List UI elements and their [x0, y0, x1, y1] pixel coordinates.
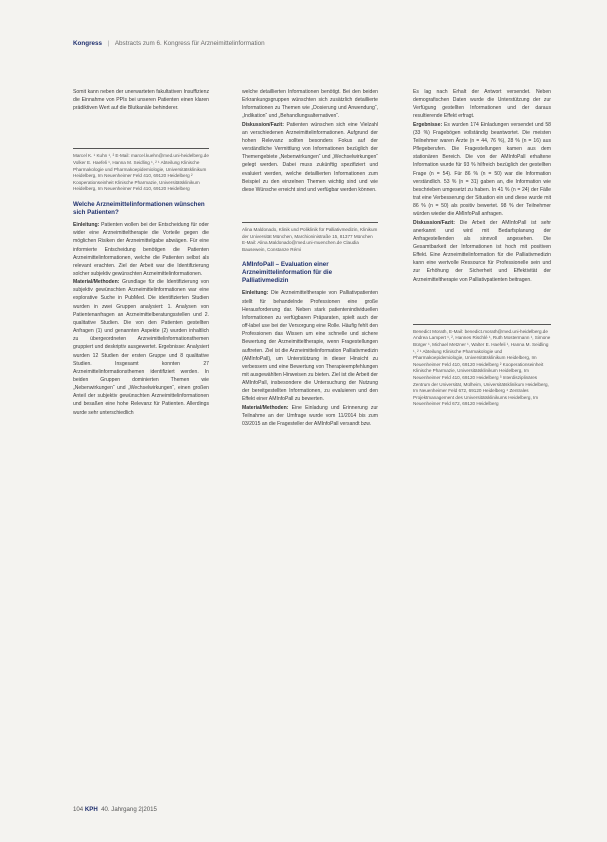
methods-text: Grundlage für die Identifizierung von subjektiv gewünschten Arzneimittelinformationen war eine explorative Suche in PubMed. Die identifizierten Studien wurden in zwei Gruppen analysiert: 1. Analysen von Patientenanfragen an Arzneimittelberatungsstellen und 2. qualitative Studien. Die von den Patienten gestellten Anfragen (1) und genannten Aspekte (2) wurden inhaltlich zu übergeordneten Arzneimittelinformationsthemen gruppiert und deskriptiv ausgewertet. Ergebnisse: Analysiert wurden 12 Studien der ersten Gruppe und 8 qualitative Studien. Insgesamt konnten 27 Arzneimittelinformationsthemen identifiziert werden. In beiden Gruppen dominierten Themen wie „Nebenwirkungen“ und „Wechselwirkungen“, einen großen Anteil der subjektiv gewünschten Arzneimittelinformationen und besaßen eine hohe Relevanz für Patienten. Allerdings wurde sehr unterschiedlich: [73, 279, 209, 416]
divider: [73, 148, 209, 149]
author-affiliation: Alina Maldonado, Klinik und Poliklinik für Palliativmedizin, Klinikum der Universität München, Marchioninistraße 15, 81377 München E-Mail: Alina.Maldonado@med.uni-muenchen.de Claudia Bausewein, Constanze Rémi: [242, 227, 378, 252]
issue-info: 40. Jahrgang 2|2015: [101, 806, 157, 813]
abstract-title: Welche Arzneimittelinformationen wünschen sich Patienten?: [73, 201, 205, 217]
intro-text: Die Arzneimitteltherapie von Palliativpatienten stellt für behandelnde Professionen eine große Herausforderung dar. Neben stark patientenindividuellen Informationen zu verfügbaren Präparaten, spielt auch der off-label use bei der Versorgung eine Rolle. Häufig fehlt den Professionen das Wissen um eine schnelle und sichere Bewertung der Arzneimitteltherapie, wenn Fragestellungen auftreten. Ziel ist die Arzneimittelinformation Palliativmedizin (AMInfoPall), um Unterstützung in dieser Hinsicht zu verbessern und eine Bewertung von Therapieempfehlungen mit ausgewählten Hinweisen zu bieten. Ziel ist die Arbeit der AMInfoPall, insbesondere die Untersuchung der Nutzung der bereitgestellten Informationen, zu evaluieren und den Effekt einer AMInfoPall zu bewerten.: [242, 290, 378, 403]
continued-text: welche detaillierten Informationen benötigt. Bei den beiden Erkrankungsgruppen wünschten sich zusätzlich detaillierte Informationen zu Themen wie „Dosierung und Anwendung“, „Indikation“ und „Behandlungsalternativen“.: [242, 89, 378, 120]
discussion-label: Diskussion/Fazit:: [242, 121, 284, 128]
header-separator: |: [107, 40, 110, 47]
column-1: [73, 88, 209, 417]
discussion-label: Diskussion/Fazit:: [413, 219, 455, 226]
abstract-title: AMInfoPall – Evaluation einer Arzneimittelinformation für die Palliativmedizin: [242, 261, 333, 285]
discussion-text: Die Arbeit der AMInfoPall ist sehr anerkannt und wird mit Bedarfsplanung der Anfragestellenden als sinnvoll angesehen. Die Gesamtbarkeit der Informationen ist hoch mit positiven Effekt. Eine Arzneimittelinformation für die Palliativmedizin kann eine wertvolle Ressource für Professionelle sein und zur Erhöhung der Sicherheit und Effektivität der Arzneimitteltherapie von Palliativpatienten beitragen.: [413, 219, 551, 283]
column-3: [413, 88, 551, 408]
intro-text: Patienten wollen bei der Entscheidung für oder wider eine Arzneimitteltherapie die Vorteile gegen die möglichen Risiken der Arzneimittelgabe abwägen. Für eine informierte Entscheidung benötigen die Patienten Arzneimittelinformationen, welche die Patienten selbst als relevant erachten. Ziel der Arbeit war die Identifizierung solcher subjektiv gewünschten Arzneimittelinformationen.: [73, 222, 209, 277]
discussion-text: Patienten wünschen sich eine Vielzahl an verschiedenen Arzneimittelinformationen. Aufgrund der hohen Relevanz sollten besonders Fokus auf der verständliche Vermittlung von Informationen bezüglich der Themengebiete „Nebenwirkungen“ und „Wechselwirkungen“ gelegt werden. Dabei muss zukünftig spezifiziert und evaluiert werden, welche detaillierten Informationen zum Beispiel zu den einzelnen Themen wichtig sind und wie diese Wünsche erreicht sind und verfügbar werden können.: [242, 121, 378, 193]
section-label: Kongress: [73, 40, 103, 47]
section-subtitle: Abstracts zum 6. Kongress für Arzneimittelinformation: [114, 40, 265, 47]
intro-label: Einleitung:: [242, 290, 269, 297]
continued-text: Somit kann neben der unerwarteten fakultativen Insuffizienz die Einnahme von PPIs bei unseren Patienten einen klaren prädiktiven Wert auf die Blutkanäle behinderer.: [73, 89, 209, 112]
divider: [242, 222, 378, 223]
author-affiliation: Marcel K. ¹ Kuhn ¹, ² E-Mail: marcel.kuehn@med.uni-heidelberg.de Volker E. Haefeli ¹, Hanna M. Seidling ¹, ² ¹ Abteilung Klinische Pharmakologie und Pharmakoepidemiologie, Universitätsklinikum Heidelberg, Im Neuenheimer Feld 410, 69120 Heidelberg ² Kooperationseinheit Klinische Pharmazie, Universitätsklinikum Heidelberg, Im Neuenheimer Feld 410, 69120 Heidelberg: [73, 153, 209, 192]
running-header: [73, 40, 265, 47]
page-footer: [73, 806, 157, 813]
author-affiliation: Benedict Morath, E-Mail: benedict.morath@med.uni-heidelberg.de Andrea Lampert ¹, ², Hannes Rischlé ¹, Ruth Mostermann ¹, Simone Bürger ¹, Michael Metzner ¹, Walter E. Haefeli ¹, Hanna M. Seidling ¹, ² ¹ Abteilung Klinische Pharmakologie und Pharmakoepidemiologie, Universitätsklinikum Heidelberg, Im Neuenheimer Feld 410, 69120 Heidelberg ² Kooperationseinheit Klinische Pharmazie, Universitätsklinikum Heidelberg, Im Neuenheimer Feld 410, 69120 Heidelberg ³ Interdisziplinäres Zentrum der Universität, Mülheim, Universitätsklinikum Heidelberg, Im Neuenheimer Feld 672, 69120 Heidelberg ⁴ Zentrales Projektmanagement des Universitätsklinikums Heidelberg, Im Neuenheimer Feld 672, 69120 Heidelberg: [413, 328, 551, 407]
methods-text: Eine Einladung und Erinnerung zur Teilnahme an der Umfrage wurde vom 11/2014 bis zum 03/2015 an die Fragesteller der AMInfoPall versandt bzw.: [242, 404, 378, 427]
divider: [413, 324, 551, 325]
journal-brand: KPH: [84, 806, 98, 813]
intro-label: Einleitung:: [73, 222, 100, 229]
page-number: 104: [73, 806, 84, 813]
results-label: Ergebnisse:: [413, 121, 443, 128]
methods-label: Material/Methoden:: [73, 279, 120, 286]
column-2: [242, 88, 378, 428]
continued-text: Es lag nach Erhalt der Antwort versendet. Neben demografischen Daten wurde die Unterstützung der zur Verfügung gestellten Informationen und der daraus resultierende Effekt erfragt.: [413, 89, 551, 120]
results-text: Es wurden 174 Einladungen versendet und 58 (33 %) Fragebögen vollständig beantwortet. Die meisten Teilnehmer waren Ärzte (n = 44, 76 %), 28 % (n = 16) aus Pflegeberufen. Die Fragestellungen kamen aus dem stationären Bereich. Die von der AMInfoPall erhaltene Information wurde für 93 % hilfreich bezüglich der gestellten Frage (n = 54). Für 86 % (n = 50) war die Information verständlich. 53 % (n = 31) gaben an, die Information wie beschrieben umgesetzt zu haben. In 41 % (n = 24) der Fälle trat eine Verbesserung der Situation ein und diese wurde mit 86 % (n = 50) als positiv bewertet. 98 % der Teilnehmer würden wieder die AMInfoPall anfragen.: [413, 121, 552, 218]
methods-label: Material/Methoden:: [242, 404, 289, 411]
